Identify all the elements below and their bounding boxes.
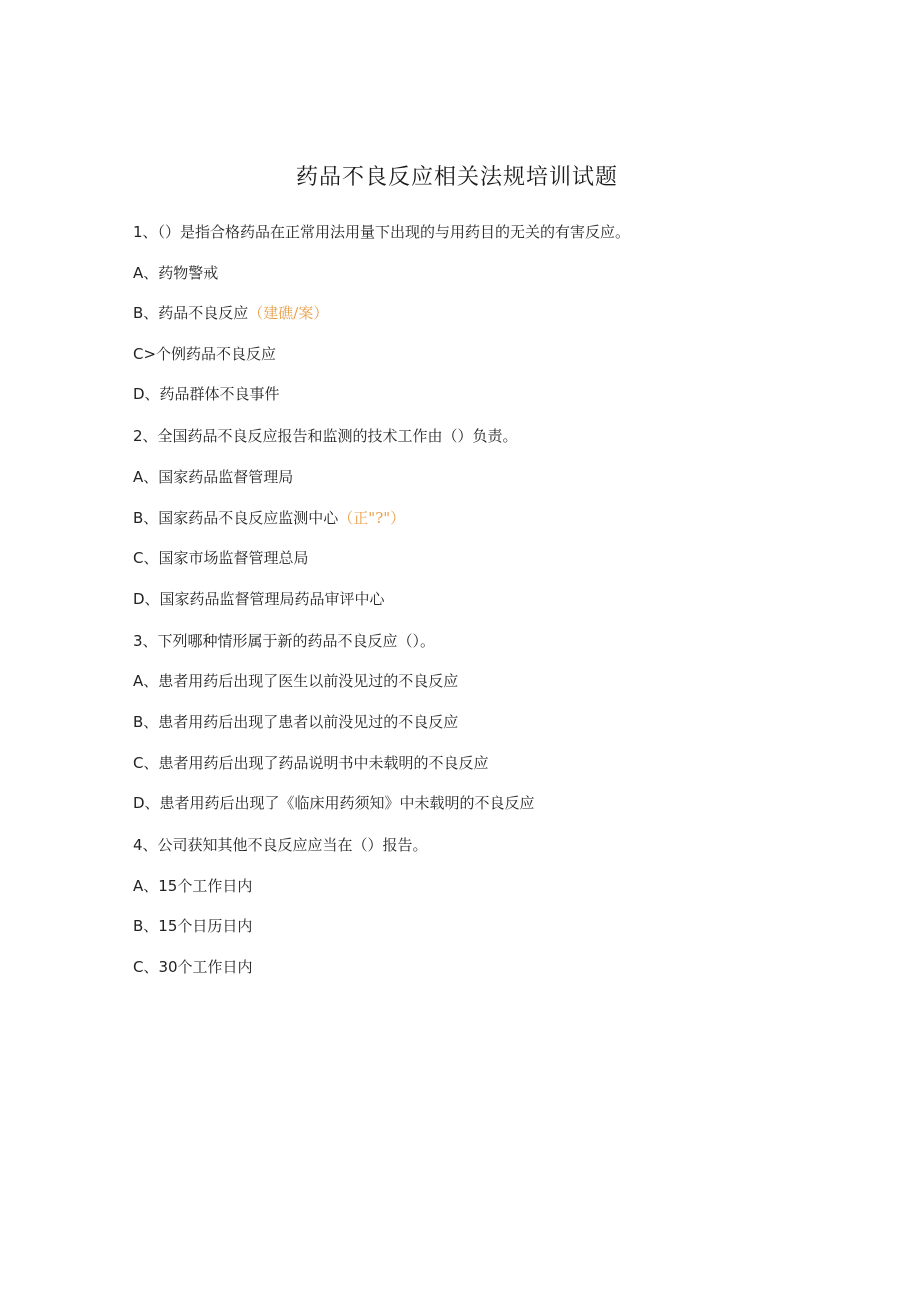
- option-c: [133, 548, 853, 568]
- option-d: [133, 384, 853, 404]
- question-stem: 3、下列哪种情形属于新的药品不良反应（）。: [133, 631, 436, 650]
- option-b: [133, 508, 853, 528]
- option-a: [133, 467, 853, 487]
- question-stem: 4、公司获知其他不良反应应当在（）报告。: [133, 836, 428, 855]
- option-a: [133, 671, 853, 691]
- question-stem: 1、（）是指合格药品在正常用法用量下出现的与用药目的无关的有害反应。: [133, 223, 631, 241]
- option-text: A、15个工作日内: [133, 876, 253, 895]
- answer-mark: （建礁/案）: [248, 304, 329, 323]
- option-b: [133, 712, 853, 732]
- option-text: D、患者用药后出现了《临床用药须知》中未载明的不良反应: [133, 794, 535, 813]
- option-text: B、15个日历日内: [133, 917, 253, 936]
- option-text: A、患者用药后出现了医生以前没见过的不良反应: [133, 672, 459, 691]
- question-4: [133, 835, 853, 977]
- option-text: D、国家药品监督管理局药品审评中心: [133, 589, 385, 608]
- option-b: [133, 916, 853, 936]
- option-text: A、国家药品监督管理局: [133, 467, 294, 486]
- question-list: [133, 222, 853, 999]
- option-a: [133, 876, 853, 896]
- option-c: [133, 753, 853, 773]
- question-3: [133, 631, 853, 813]
- answer-mark: （正"?"）: [338, 508, 406, 527]
- option-a: [133, 263, 853, 283]
- option-text: B、药品不良反应: [133, 304, 249, 323]
- page-title: 药品不良反应相关法规培训试题: [295, 165, 618, 190]
- option-text: B、患者用药后出现了患者以前没见过的不良反应: [133, 712, 459, 731]
- option-b: [133, 303, 853, 323]
- option-c: [133, 957, 853, 977]
- option-text: C、30个工作日内: [133, 957, 253, 976]
- option-text: C>个例药品不良反应: [133, 344, 277, 363]
- question-1: [133, 222, 853, 404]
- question-stem: 2、全国药品不良反应报告和监测的技术工作由（）负责。: [133, 427, 518, 446]
- option-text: D、药品群体不良事件: [133, 385, 280, 404]
- question-2: [133, 426, 853, 608]
- option-text: C、国家市场监督管理总局: [133, 549, 309, 568]
- option-text: B、国家药品不良反应监测中心: [133, 508, 339, 527]
- option-d: [133, 793, 853, 813]
- option-text: A、药物警戒: [133, 263, 219, 282]
- option-c: [133, 344, 853, 364]
- option-d: [133, 589, 853, 609]
- option-text: C、患者用药后出现了药品说明书中未载明的不良反应: [133, 753, 489, 772]
